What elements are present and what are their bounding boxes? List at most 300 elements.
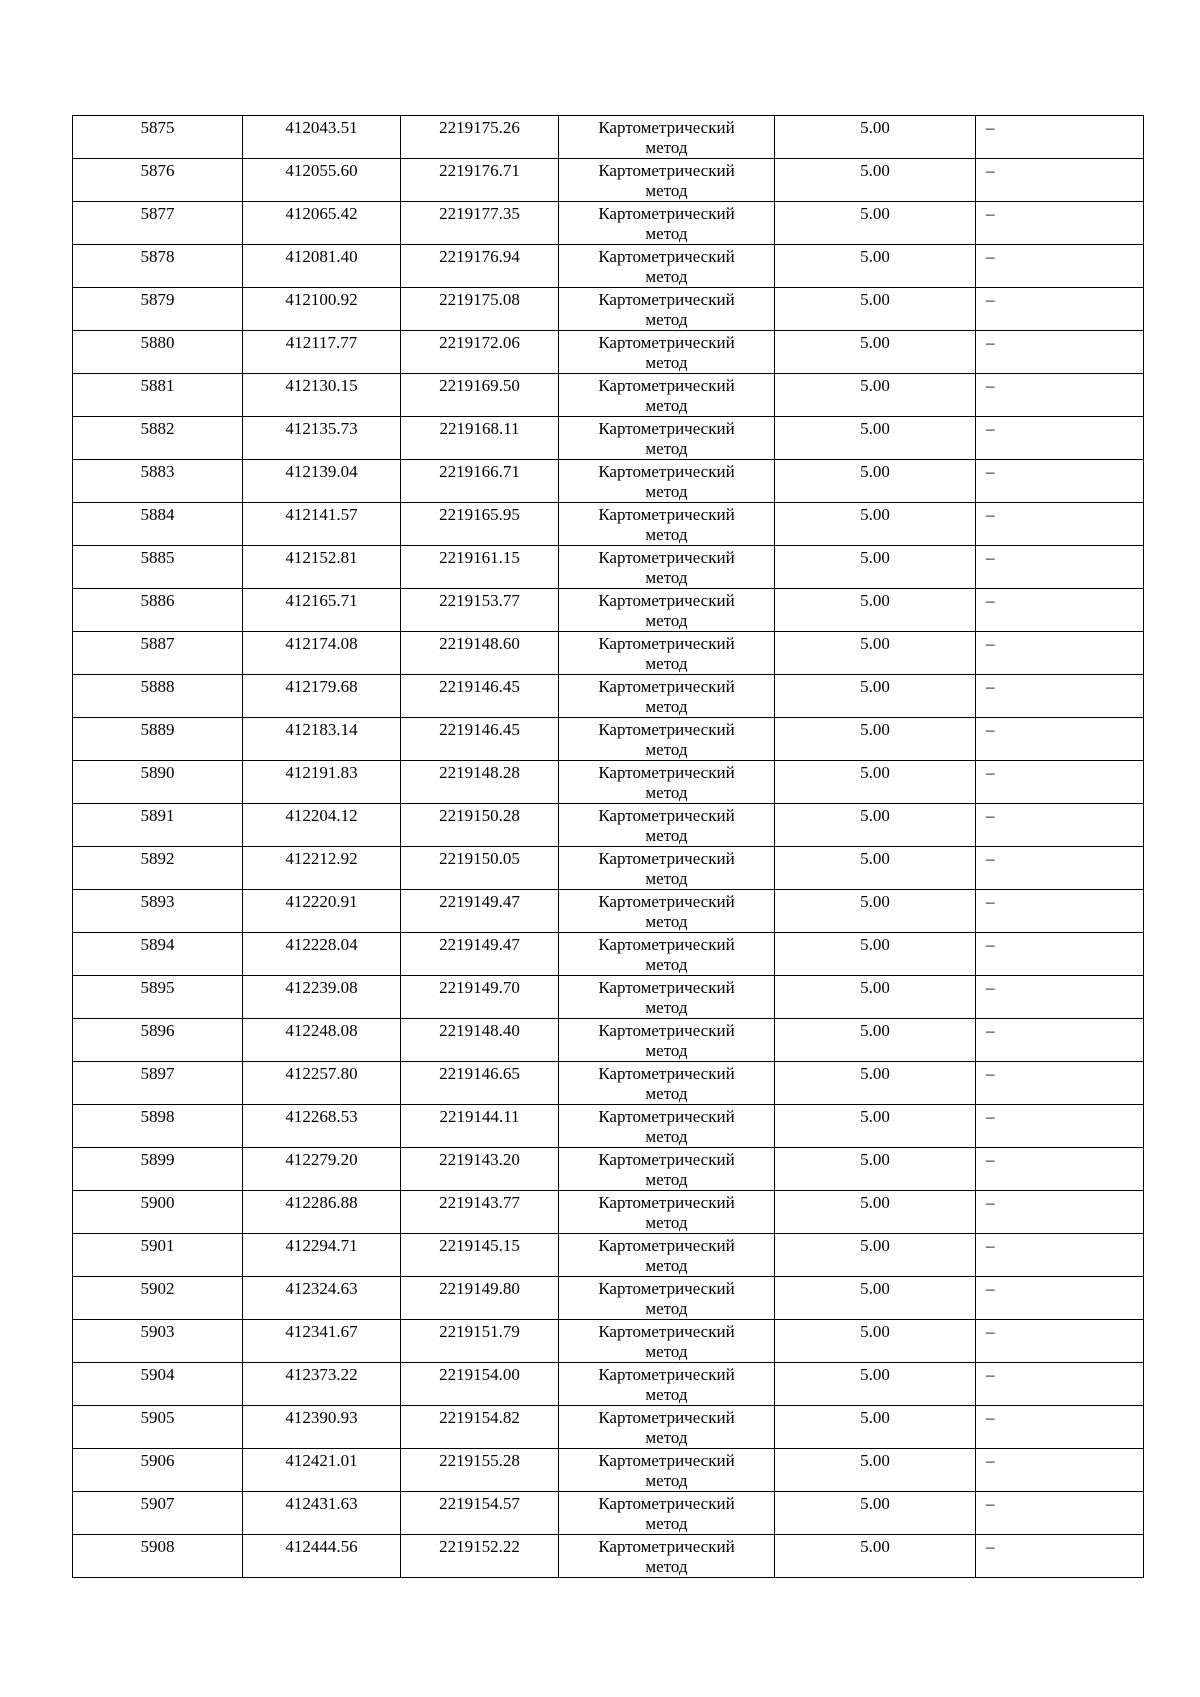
point-number-cell: 5882 [73, 417, 243, 460]
point-number-cell: 5886 [73, 589, 243, 632]
method-line-2: метод [645, 1514, 688, 1533]
y-coordinate-cell: 2219148.28 [401, 761, 559, 804]
point-number-cell: 5885 [73, 546, 243, 589]
method-cell [559, 1062, 775, 1105]
note-cell: – [976, 1492, 1144, 1535]
method-line-2: метод [645, 783, 688, 802]
point-number-cell: 5906 [73, 1449, 243, 1492]
method-line-2: метод [645, 396, 688, 415]
method-line-2: метод [645, 654, 688, 673]
method-line-2: метод [645, 869, 688, 888]
accuracy-cell: 5.00 [775, 1105, 976, 1148]
accuracy-cell: 5.00 [775, 1062, 976, 1105]
x-coordinate-cell: 412444.56 [243, 1535, 401, 1578]
table-row [73, 1105, 1144, 1148]
method-cell [559, 460, 775, 503]
y-coordinate-cell: 2219145.15 [401, 1234, 559, 1277]
accuracy-cell: 5.00 [775, 460, 976, 503]
table-row [73, 1492, 1144, 1535]
y-coordinate-cell: 2219176.94 [401, 245, 559, 288]
method-cell [559, 1492, 775, 1535]
note-cell: – [976, 1234, 1144, 1277]
x-coordinate-cell: 412294.71 [243, 1234, 401, 1277]
x-coordinate-cell: 412228.04 [243, 933, 401, 976]
method-line-1: Картометрический [598, 849, 735, 868]
method-line-2: метод [645, 1127, 688, 1146]
accuracy-cell: 5.00 [775, 1492, 976, 1535]
accuracy-cell: 5.00 [775, 976, 976, 1019]
y-coordinate-cell: 2219148.40 [401, 1019, 559, 1062]
accuracy-cell: 5.00 [775, 632, 976, 675]
point-number-cell: 5890 [73, 761, 243, 804]
method-line-1: Картометрический [598, 333, 735, 352]
table-row [73, 632, 1144, 675]
note-cell: – [976, 718, 1144, 761]
method-cell [559, 1234, 775, 1277]
note-cell: – [976, 503, 1144, 546]
note-cell: – [976, 890, 1144, 933]
x-coordinate-cell: 412141.57 [243, 503, 401, 546]
accuracy-cell: 5.00 [775, 1449, 976, 1492]
point-number-cell: 5884 [73, 503, 243, 546]
y-coordinate-cell: 2219168.11 [401, 417, 559, 460]
point-number-cell: 5889 [73, 718, 243, 761]
note-cell: – [976, 589, 1144, 632]
note-cell: – [976, 331, 1144, 374]
table-row [73, 202, 1144, 245]
method-cell [559, 632, 775, 675]
table-row [73, 417, 1144, 460]
table-row [73, 675, 1144, 718]
y-coordinate-cell: 2219149.47 [401, 890, 559, 933]
note-cell: – [976, 288, 1144, 331]
point-number-cell: 5896 [73, 1019, 243, 1062]
method-line-2: метод [645, 224, 688, 243]
method-cell [559, 1191, 775, 1234]
y-coordinate-cell: 2219152.22 [401, 1535, 559, 1578]
method-line-1: Картометрический [598, 1365, 735, 1384]
accuracy-cell: 5.00 [775, 374, 976, 417]
y-coordinate-cell: 2219154.57 [401, 1492, 559, 1535]
method-cell [559, 202, 775, 245]
method-line-1: Картометрический [598, 935, 735, 954]
method-line-2: метод [645, 697, 688, 716]
method-line-1: Картометрический [598, 1064, 735, 1083]
x-coordinate-cell: 412174.08 [243, 632, 401, 675]
method-line-2: метод [645, 912, 688, 931]
y-coordinate-cell: 2219150.28 [401, 804, 559, 847]
x-coordinate-cell: 412065.42 [243, 202, 401, 245]
accuracy-cell: 5.00 [775, 546, 976, 589]
x-coordinate-cell: 412257.80 [243, 1062, 401, 1105]
method-line-2: метод [645, 611, 688, 630]
method-line-1: Картометрический [598, 1451, 735, 1470]
accuracy-cell: 5.00 [775, 202, 976, 245]
accuracy-cell: 5.00 [775, 1320, 976, 1363]
note-cell: – [976, 761, 1144, 804]
point-number-cell: 5875 [73, 116, 243, 159]
method-line-1: Картометрический [598, 118, 735, 137]
note-cell: – [976, 1363, 1144, 1406]
x-coordinate-cell: 412043.51 [243, 116, 401, 159]
method-cell [559, 804, 775, 847]
x-coordinate-cell: 412390.93 [243, 1406, 401, 1449]
point-number-cell: 5881 [73, 374, 243, 417]
note-cell: – [976, 417, 1144, 460]
table-row [73, 976, 1144, 1019]
note-cell: – [976, 116, 1144, 159]
method-line-2: метод [645, 1342, 688, 1361]
x-coordinate-cell: 412220.91 [243, 890, 401, 933]
y-coordinate-cell: 2219169.50 [401, 374, 559, 417]
y-coordinate-cell: 2219166.71 [401, 460, 559, 503]
note-cell: – [976, 202, 1144, 245]
note-cell: – [976, 1148, 1144, 1191]
note-cell: – [976, 546, 1144, 589]
method-line-2: метод [645, 525, 688, 544]
method-line-1: Картометрический [598, 1322, 735, 1341]
method-line-1: Картометрический [598, 634, 735, 653]
accuracy-cell: 5.00 [775, 1406, 976, 1449]
method-cell [559, 1105, 775, 1148]
accuracy-cell: 5.00 [775, 1234, 976, 1277]
method-line-1: Картометрический [598, 548, 735, 567]
table-row [73, 1191, 1144, 1234]
point-number-cell: 5887 [73, 632, 243, 675]
note-cell: – [976, 675, 1144, 718]
table-row [73, 374, 1144, 417]
method-line-1: Картометрический [598, 247, 735, 266]
method-line-2: метод [645, 1213, 688, 1232]
accuracy-cell: 5.00 [775, 159, 976, 202]
table-row [73, 503, 1144, 546]
y-coordinate-cell: 2219148.60 [401, 632, 559, 675]
point-number-cell: 5903 [73, 1320, 243, 1363]
coordinates-table [72, 115, 1144, 1578]
x-coordinate-cell: 412286.88 [243, 1191, 401, 1234]
x-coordinate-cell: 412373.22 [243, 1363, 401, 1406]
method-line-1: Картометрический [598, 720, 735, 739]
point-number-cell: 5901 [73, 1234, 243, 1277]
method-line-1: Картометрический [598, 1408, 735, 1427]
y-coordinate-cell: 2219175.08 [401, 288, 559, 331]
y-coordinate-cell: 2219146.65 [401, 1062, 559, 1105]
table-row [73, 460, 1144, 503]
point-number-cell: 5876 [73, 159, 243, 202]
method-line-2: метод [645, 267, 688, 286]
y-coordinate-cell: 2219149.70 [401, 976, 559, 1019]
accuracy-cell: 5.00 [775, 503, 976, 546]
table-row [73, 116, 1144, 159]
table-row [73, 1062, 1144, 1105]
method-line-1: Картометрический [598, 1107, 735, 1126]
y-coordinate-cell: 2219143.77 [401, 1191, 559, 1234]
accuracy-cell: 5.00 [775, 1019, 976, 1062]
method-line-1: Картометрический [598, 892, 735, 911]
method-cell [559, 976, 775, 1019]
method-cell [559, 1406, 775, 1449]
method-line-1: Картометрический [598, 1021, 735, 1040]
method-cell [559, 718, 775, 761]
method-line-2: метод [645, 1084, 688, 1103]
method-line-1: Картометрический [598, 376, 735, 395]
point-number-cell: 5905 [73, 1406, 243, 1449]
method-cell [559, 933, 775, 976]
note-cell: – [976, 976, 1144, 1019]
point-number-cell: 5877 [73, 202, 243, 245]
accuracy-cell: 5.00 [775, 331, 976, 374]
y-coordinate-cell: 2219151.79 [401, 1320, 559, 1363]
y-coordinate-cell: 2219165.95 [401, 503, 559, 546]
method-cell [559, 589, 775, 632]
method-line-1: Картометрический [598, 204, 735, 223]
method-cell [559, 116, 775, 159]
accuracy-cell: 5.00 [775, 116, 976, 159]
method-line-2: метод [645, 1557, 688, 1576]
table-row [73, 1277, 1144, 1320]
table-row [73, 890, 1144, 933]
x-coordinate-cell: 412152.81 [243, 546, 401, 589]
method-line-1: Картометрический [598, 763, 735, 782]
x-coordinate-cell: 412268.53 [243, 1105, 401, 1148]
accuracy-cell: 5.00 [775, 417, 976, 460]
x-coordinate-cell: 412248.08 [243, 1019, 401, 1062]
method-cell [559, 546, 775, 589]
accuracy-cell: 5.00 [775, 675, 976, 718]
method-line-2: метод [645, 1428, 688, 1447]
method-cell [559, 761, 775, 804]
x-coordinate-cell: 412139.04 [243, 460, 401, 503]
point-number-cell: 5879 [73, 288, 243, 331]
method-line-1: Картометрический [598, 978, 735, 997]
note-cell: – [976, 159, 1144, 202]
method-line-2: метод [645, 310, 688, 329]
point-number-cell: 5900 [73, 1191, 243, 1234]
accuracy-cell: 5.00 [775, 245, 976, 288]
accuracy-cell: 5.00 [775, 1277, 976, 1320]
method-cell [559, 1535, 775, 1578]
x-coordinate-cell: 412117.77 [243, 331, 401, 374]
table-row [73, 1148, 1144, 1191]
table-row [73, 589, 1144, 632]
x-coordinate-cell: 412431.63 [243, 1492, 401, 1535]
point-number-cell: 5908 [73, 1535, 243, 1578]
method-line-1: Картометрический [598, 419, 735, 438]
table-row [73, 804, 1144, 847]
table-row [73, 288, 1144, 331]
table-row [73, 159, 1144, 202]
y-coordinate-cell: 2219149.80 [401, 1277, 559, 1320]
table-row [73, 1535, 1144, 1578]
method-line-1: Картометрический [598, 1150, 735, 1169]
note-cell: – [976, 1191, 1144, 1234]
point-number-cell: 5898 [73, 1105, 243, 1148]
method-line-1: Картометрический [598, 677, 735, 696]
x-coordinate-cell: 412130.15 [243, 374, 401, 417]
method-line-1: Картометрический [598, 161, 735, 180]
method-line-2: метод [645, 1256, 688, 1275]
table-row [73, 331, 1144, 374]
x-coordinate-cell: 412212.92 [243, 847, 401, 890]
note-cell: – [976, 1019, 1144, 1062]
y-coordinate-cell: 2219144.11 [401, 1105, 559, 1148]
method-cell [559, 245, 775, 288]
x-coordinate-cell: 412100.92 [243, 288, 401, 331]
note-cell: – [976, 1062, 1144, 1105]
method-line-1: Картометрический [598, 462, 735, 481]
point-number-cell: 5902 [73, 1277, 243, 1320]
method-cell [559, 1320, 775, 1363]
note-cell: – [976, 632, 1144, 675]
point-number-cell: 5883 [73, 460, 243, 503]
method-line-1: Картометрический [598, 290, 735, 309]
method-cell [559, 374, 775, 417]
method-line-2: метод [645, 181, 688, 200]
x-coordinate-cell: 412183.14 [243, 718, 401, 761]
method-cell [559, 1277, 775, 1320]
table-row [73, 847, 1144, 890]
method-line-1: Картометрический [598, 1193, 735, 1212]
x-coordinate-cell: 412191.83 [243, 761, 401, 804]
method-line-2: метод [645, 826, 688, 845]
method-line-2: метод [645, 1299, 688, 1318]
note-cell: – [976, 1277, 1144, 1320]
note-cell: – [976, 933, 1144, 976]
y-coordinate-cell: 2219154.82 [401, 1406, 559, 1449]
x-coordinate-cell: 412135.73 [243, 417, 401, 460]
x-coordinate-cell: 412204.12 [243, 804, 401, 847]
point-number-cell: 5878 [73, 245, 243, 288]
accuracy-cell: 5.00 [775, 847, 976, 890]
method-cell [559, 1019, 775, 1062]
table-row [73, 1320, 1144, 1363]
y-coordinate-cell: 2219153.77 [401, 589, 559, 632]
y-coordinate-cell: 2219150.05 [401, 847, 559, 890]
y-coordinate-cell: 2219161.15 [401, 546, 559, 589]
point-number-cell: 5895 [73, 976, 243, 1019]
x-coordinate-cell: 412239.08 [243, 976, 401, 1019]
point-number-cell: 5893 [73, 890, 243, 933]
table-row [73, 1234, 1144, 1277]
accuracy-cell: 5.00 [775, 718, 976, 761]
method-cell [559, 331, 775, 374]
table-row [73, 245, 1144, 288]
method-line-2: метод [645, 1385, 688, 1404]
method-cell [559, 503, 775, 546]
method-line-2: метод [645, 439, 688, 458]
method-cell [559, 1449, 775, 1492]
method-line-2: метод [645, 353, 688, 372]
accuracy-cell: 5.00 [775, 589, 976, 632]
note-cell: – [976, 1406, 1144, 1449]
y-coordinate-cell: 2219143.20 [401, 1148, 559, 1191]
method-line-2: метод [645, 1471, 688, 1490]
method-line-2: метод [645, 998, 688, 1017]
method-line-2: метод [645, 138, 688, 157]
accuracy-cell: 5.00 [775, 761, 976, 804]
method-line-1: Картометрический [598, 591, 735, 610]
point-number-cell: 5904 [73, 1363, 243, 1406]
y-coordinate-cell: 2219146.45 [401, 718, 559, 761]
y-coordinate-cell: 2219176.71 [401, 159, 559, 202]
method-cell [559, 675, 775, 718]
x-coordinate-cell: 412081.40 [243, 245, 401, 288]
table-row [73, 1449, 1144, 1492]
point-number-cell: 5897 [73, 1062, 243, 1105]
method-line-1: Картометрический [598, 1494, 735, 1513]
y-coordinate-cell: 2219172.06 [401, 331, 559, 374]
method-cell [559, 890, 775, 933]
method-line-1: Картометрический [598, 1279, 735, 1298]
accuracy-cell: 5.00 [775, 1363, 976, 1406]
note-cell: – [976, 245, 1144, 288]
table-row [73, 546, 1144, 589]
note-cell: – [976, 847, 1144, 890]
note-cell: – [976, 374, 1144, 417]
point-number-cell: 5899 [73, 1148, 243, 1191]
method-line-2: метод [645, 1041, 688, 1060]
method-cell [559, 159, 775, 202]
x-coordinate-cell: 412165.71 [243, 589, 401, 632]
method-line-1: Картометрический [598, 1537, 735, 1556]
note-cell: – [976, 1320, 1144, 1363]
document-page [72, 115, 1143, 1578]
accuracy-cell: 5.00 [775, 1535, 976, 1578]
method-line-1: Картометрический [598, 1236, 735, 1255]
table-row [73, 1019, 1144, 1062]
note-cell: – [976, 1105, 1144, 1148]
accuracy-cell: 5.00 [775, 804, 976, 847]
note-cell: – [976, 1535, 1144, 1578]
y-coordinate-cell: 2219154.00 [401, 1363, 559, 1406]
method-cell [559, 1363, 775, 1406]
point-number-cell: 5880 [73, 331, 243, 374]
point-number-cell: 5894 [73, 933, 243, 976]
accuracy-cell: 5.00 [775, 1191, 976, 1234]
method-cell [559, 417, 775, 460]
x-coordinate-cell: 412279.20 [243, 1148, 401, 1191]
coordinates-table-body [73, 116, 1144, 1578]
accuracy-cell: 5.00 [775, 1148, 976, 1191]
y-coordinate-cell: 2219155.28 [401, 1449, 559, 1492]
table-row [73, 1406, 1144, 1449]
accuracy-cell: 5.00 [775, 890, 976, 933]
method-line-2: метод [645, 740, 688, 759]
table-row [73, 761, 1144, 804]
table-row [73, 933, 1144, 976]
y-coordinate-cell: 2219149.47 [401, 933, 559, 976]
method-line-1: Картометрический [598, 505, 735, 524]
x-coordinate-cell: 412179.68 [243, 675, 401, 718]
accuracy-cell: 5.00 [775, 933, 976, 976]
method-line-1: Картометрический [598, 806, 735, 825]
table-row [73, 1363, 1144, 1406]
method-line-2: метод [645, 955, 688, 974]
method-cell [559, 847, 775, 890]
method-line-2: метод [645, 568, 688, 587]
x-coordinate-cell: 412341.67 [243, 1320, 401, 1363]
y-coordinate-cell: 2219175.26 [401, 116, 559, 159]
method-line-2: метод [645, 1170, 688, 1189]
note-cell: – [976, 1449, 1144, 1492]
accuracy-cell: 5.00 [775, 288, 976, 331]
point-number-cell: 5892 [73, 847, 243, 890]
point-number-cell: 5888 [73, 675, 243, 718]
method-cell [559, 288, 775, 331]
method-line-2: метод [645, 482, 688, 501]
note-cell: – [976, 804, 1144, 847]
y-coordinate-cell: 2219146.45 [401, 675, 559, 718]
